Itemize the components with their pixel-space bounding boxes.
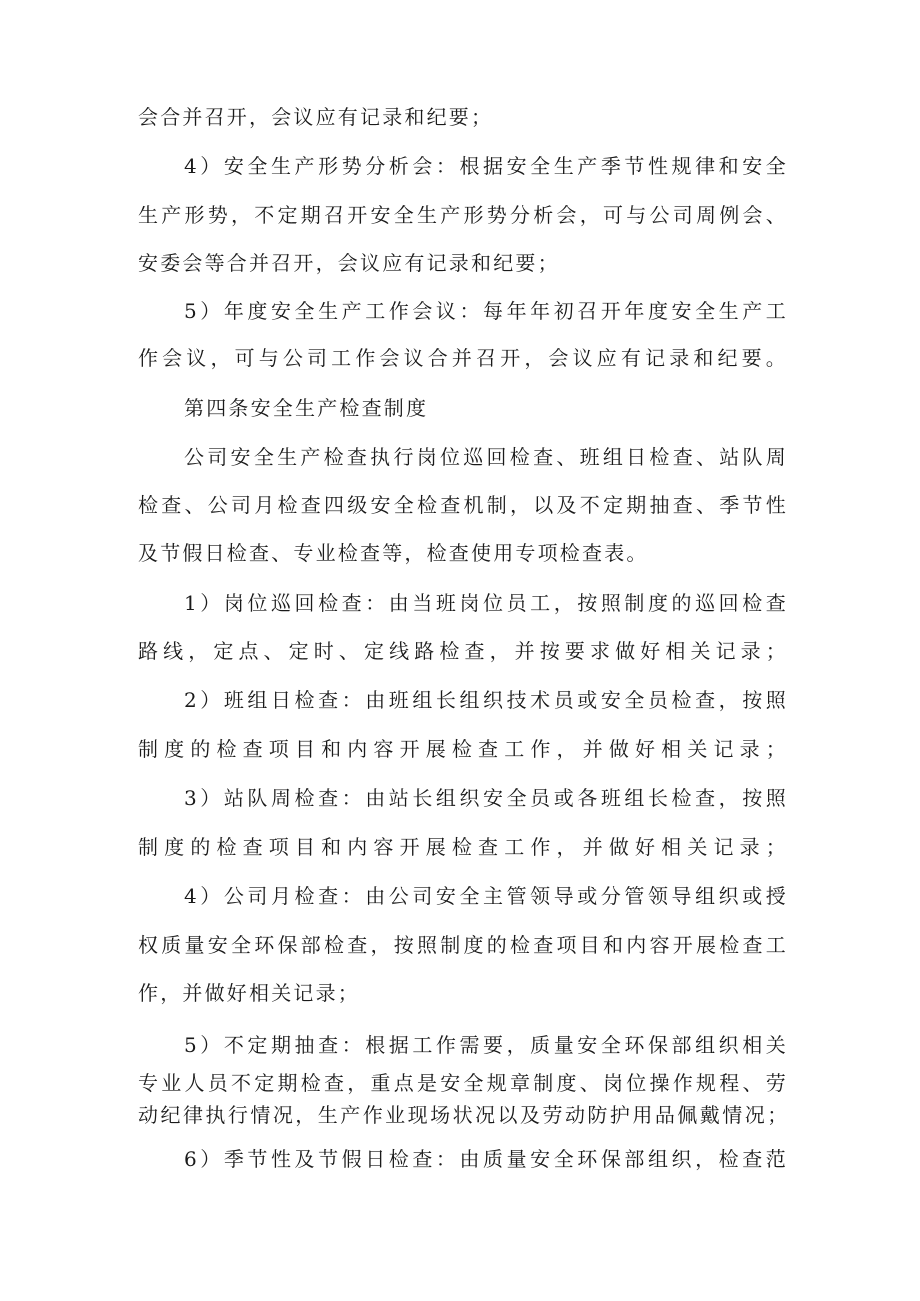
text-line-15: 3）站队周检查：由站长组织安全员或各班组长检查，按照 [184,786,788,810]
text-line-19: 作，并做好相关记录； [138,981,360,1005]
text-line-1: 会合并召开，会议应有记录和纪要； [138,105,494,129]
text-line-14: 制度的检查项目和内容开展检查工作，并做好相关记录； [138,737,788,761]
text-line-17: 4）公司月检查：由公司安全主管领导或分管领导组织或授 [184,884,788,908]
text-line-18: 权质量安全环保部检查，按照制度的检查项目和内容开展检查工 [138,933,788,957]
text-line-12: 路线，定点、定时、定线路检查，并按要求做好相关记录； [138,639,788,663]
text-line-16: 制度的检查项目和内容开展检查工作，并做好相关记录； [138,835,788,859]
text-line-6: 作会议，可与公司工作会议合并召开，会议应有记录和纪要。 [138,346,788,370]
text-line-3: 生产形势，不定期召开安全生产形势分析会，可与公司周例会、 [138,203,788,227]
text-line-4: 安委会等合并召开，会议应有记录和纪要； [138,251,560,275]
text-line-22: 动纪律执行情况，生产作业现场状况以及劳动防护用品佩戴情况； [138,1103,788,1127]
text-line-13: 2）班组日检查：由班组长组织技术员或安全员检查，按照 [184,688,788,712]
text-line-8: 公司安全生产检查执行岗位巡回检查、班组日检查、站队周 [184,445,788,469]
text-line-11: 1）岗位巡回检查：由当班岗位员工，按照制度的巡回检查 [184,591,788,615]
text-line-9: 检查、公司月检查四级安全检查机制，以及不定期抽查、季节性 [138,493,788,517]
text-line-5: 5）年度安全生产工作会议：每年年初召开年度安全生产工 [184,299,788,323]
text-line-10: 及节假日检查、专业检查等，检查使用专项检查表。 [138,541,649,565]
text-line-23: 6）季节性及节假日检查：由质量安全环保部组织，检查范 [184,1147,788,1171]
text-line-21: 专业人员不定期检查，重点是安全规章制度、岗位操作规程、劳 [138,1071,788,1095]
text-line-20: 5）不定期抽查：根据工作需要，质量安全环保部组织相关 [184,1033,788,1057]
text-line-2: 4）安全生产形势分析会：根据安全生产季节性规律和安全 [184,154,788,178]
section-heading: 第四条安全生产检查制度 [184,396,429,420]
